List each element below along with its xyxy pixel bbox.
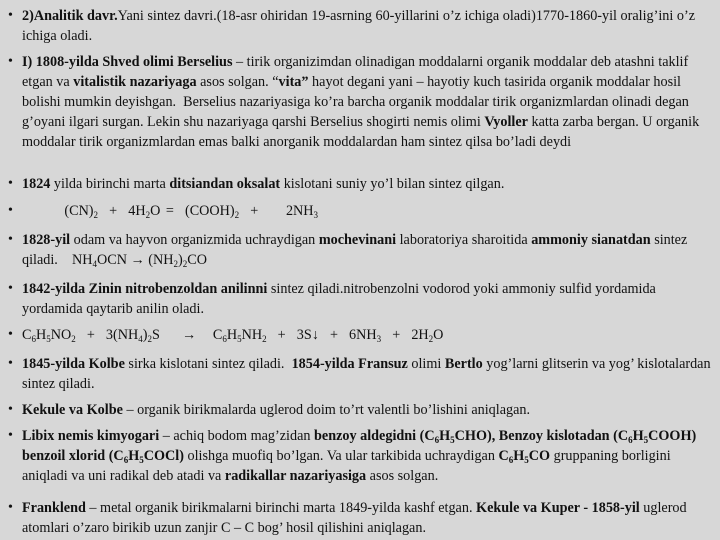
- item-text: [22, 174, 712, 194]
- item-text: [22, 498, 712, 538]
- subscript: 6: [222, 334, 227, 344]
- subscript: 6: [123, 455, 129, 465]
- bold-text: 1845-yilda Kolbe: [22, 356, 125, 372]
- subscript: 2: [182, 259, 188, 269]
- bold-text: Kekule va Kolbe: [22, 402, 123, 418]
- text-run: olimi: [407, 356, 445, 372]
- bullet-icon: •: [8, 203, 13, 218]
- item-text: [22, 354, 715, 394]
- text-run: olishga muofiq bo’lgan. Va ular tarkibida uchraydigan: [183, 448, 499, 464]
- bullet-icon: •: [8, 54, 13, 69]
- subscript: 6: [508, 455, 514, 465]
- bold-text: Vyoller: [484, 114, 528, 130]
- subscript: 3: [313, 210, 319, 220]
- text-run: C: [22, 327, 32, 343]
- text-run: sintez qiladi. NH: [22, 232, 691, 268]
- text-run: – tirik organizimdan olinadigan moddalarni organik moddalar deb atashni taklif etgan va: [22, 54, 692, 90]
- subscript: 5: [524, 455, 529, 465]
- subscript: 2: [428, 334, 434, 344]
- text-run: – metal organik birikmalarni birinchi marta 1849-yilda kashf etgan.: [85, 500, 477, 516]
- subscript: 6: [628, 435, 633, 445]
- text-run: Yani sintez davri.(18-asr ohiridan 19-asrning 60-yillarini o’z ichiga oladi)1770-1860-yil oralig’ini o’z ichiga oladi.: [22, 8, 699, 44]
- text-run: + 3S↓ + 6NH: [266, 327, 377, 343]
- item-text: [22, 426, 712, 486]
- subscript: 2: [93, 210, 99, 220]
- text-run: + 2H: [381, 327, 429, 343]
- subscript: 6: [434, 435, 440, 445]
- bold-text: Franklend: [22, 500, 86, 516]
- bold-text: COOH) benzoil xlorid (C: [22, 428, 700, 464]
- bold-text: Kekule va Kuper - 1858-yil: [476, 500, 640, 516]
- subscript: 2: [234, 210, 240, 220]
- bold-text: 1824: [22, 176, 51, 192]
- bold-text: ammoniy sianatdan: [531, 232, 651, 248]
- text-run: O = (COOH): [150, 203, 235, 219]
- bold-text: benzoy aldegidni (C: [314, 428, 435, 444]
- bold-text: 2)Analitik davr.: [22, 8, 118, 24]
- text-run: gruppaning borligini aniqladi va uni radikal deb atadi va: [22, 448, 675, 484]
- text-run: NH: [241, 327, 263, 343]
- bold-text: C: [498, 448, 509, 464]
- bold-text: 1842-yilda Zinin nitrobenzoldan anilinni: [22, 281, 268, 297]
- text-run: ): [142, 327, 148, 343]
- bullet-icon: •: [8, 8, 13, 23]
- text-run: asos solgan.: [366, 468, 439, 484]
- bold-text: CO: [528, 448, 551, 464]
- bold-text: H: [632, 428, 644, 444]
- text-run: (CN): [22, 203, 94, 219]
- bullet-icon: •: [8, 500, 13, 515]
- text-run: H: [35, 327, 47, 343]
- text-run: sintez qiladi.nitrobenzolni vodorod yoki ammoniy sulfid yordamida yordamida qaytarib anilin oladi.: [22, 281, 660, 317]
- text-run: O: [433, 327, 444, 343]
- bold-text: COCl): [143, 448, 184, 464]
- bold-text: 1828-yil: [22, 232, 71, 248]
- subscript: 5: [450, 435, 455, 445]
- item-text: [22, 400, 712, 420]
- bullet-icon: •: [8, 281, 13, 296]
- text-run: yog’larni glitserin va yog’ kislotalardan sintez qiladi.: [22, 356, 715, 392]
- bold-text: radikallar nazariyasiga: [224, 468, 367, 484]
- subscript: 6: [31, 334, 36, 344]
- text-run: S → C: [151, 327, 223, 343]
- item-text: [22, 6, 712, 46]
- item-text: [22, 230, 712, 270]
- subscript: 5: [237, 334, 242, 344]
- bold-text: H: [439, 428, 451, 444]
- text-run: – achiq bodom mag’zidan: [159, 428, 315, 444]
- bold-text: mochevinani: [318, 232, 397, 248]
- bold-text: H: [128, 448, 140, 464]
- item-text: [22, 279, 712, 319]
- subscript: 2: [262, 334, 267, 344]
- bullet-icon: •: [8, 232, 13, 247]
- subscript: 4: [92, 259, 98, 269]
- bullet-icon: •: [8, 176, 13, 191]
- text-run: NO: [50, 327, 72, 343]
- bold-text: vita”: [278, 74, 309, 90]
- text-run: + 2NH: [239, 203, 314, 219]
- text-run: H: [226, 327, 238, 343]
- subscript: 2: [145, 210, 151, 220]
- bold-text: 1854-yilda Fransuz: [291, 356, 408, 372]
- subscript: 2: [71, 334, 76, 344]
- bold-text: vitalistik nazariyaga: [73, 74, 197, 90]
- bold-text: CHO), Benzoy kislotadan (C: [454, 428, 629, 444]
- bullet-icon: •: [8, 327, 13, 342]
- bold-text: Libix nemis kimyogari: [22, 428, 160, 444]
- bullet-icon: •: [8, 356, 13, 371]
- subscript: 2: [173, 259, 178, 269]
- subscript: 5: [46, 334, 51, 344]
- subscript: 3: [376, 334, 382, 344]
- text-run: CO: [187, 252, 207, 268]
- text-run: – organik birikmalarda uglerod doim to’rt valentli bo’lishini aniqlagan.: [122, 402, 531, 418]
- text-run: odam va hayvon organizmida uchraydigan: [70, 232, 319, 248]
- equation-text: [22, 201, 712, 221]
- bullet-icon: •: [8, 402, 13, 417]
- text-run: hayot degani yani – hayotiy kuch tasirida organik moddalar hosil bolishi mumkin deyishgan. Berselius nazariyasiga ko’ra barcha organik moddalar tirik organizmlardan olinadi degan g’oyani ilgari surgan. Lekin shu nazariyaga qarshi Berselius shogirti nemis olimi: [22, 74, 693, 130]
- text-run: yilda birinchi marta: [50, 176, 170, 192]
- text-run: OCN → (NH: [97, 252, 174, 268]
- text-run: sirka kislotani sintez qiladi.: [124, 356, 292, 372]
- text-run: kislotani suniy yo’l bilan sintez qilgan.: [280, 176, 505, 192]
- bold-text: I) 1808-yilda Shved olimi Berselius: [22, 54, 233, 70]
- text-run: uglerod atomlari o’zaro birikib uzun zanjir C – C bog’ hosil qilishini aniqlagan.: [22, 500, 691, 536]
- equation-text: [22, 325, 712, 345]
- subscript: 4: [138, 334, 143, 344]
- text-run: ): [178, 252, 183, 268]
- bold-text: ditsiandan oksalat: [169, 176, 281, 192]
- text-run: + 4H: [98, 203, 146, 219]
- subscript: 5: [643, 435, 649, 445]
- bold-text: H: [513, 448, 525, 464]
- bold-text: Bertlo: [444, 356, 483, 372]
- text-run: + 3(NH: [75, 327, 139, 343]
- text-run: asos solgan. “: [196, 74, 279, 90]
- bullet-icon: •: [8, 428, 13, 443]
- subscript: 2: [147, 334, 152, 344]
- subscript: 5: [139, 455, 144, 465]
- text-run: laboratoriya sharoitida: [396, 232, 532, 248]
- item-text: [22, 52, 712, 152]
- text-run: katta zarba bergan. U organik moddalar tirik organizmlardan emas balki anorganik moddalardan ham sintez qilsa bo’ladi deydi: [22, 114, 703, 150]
